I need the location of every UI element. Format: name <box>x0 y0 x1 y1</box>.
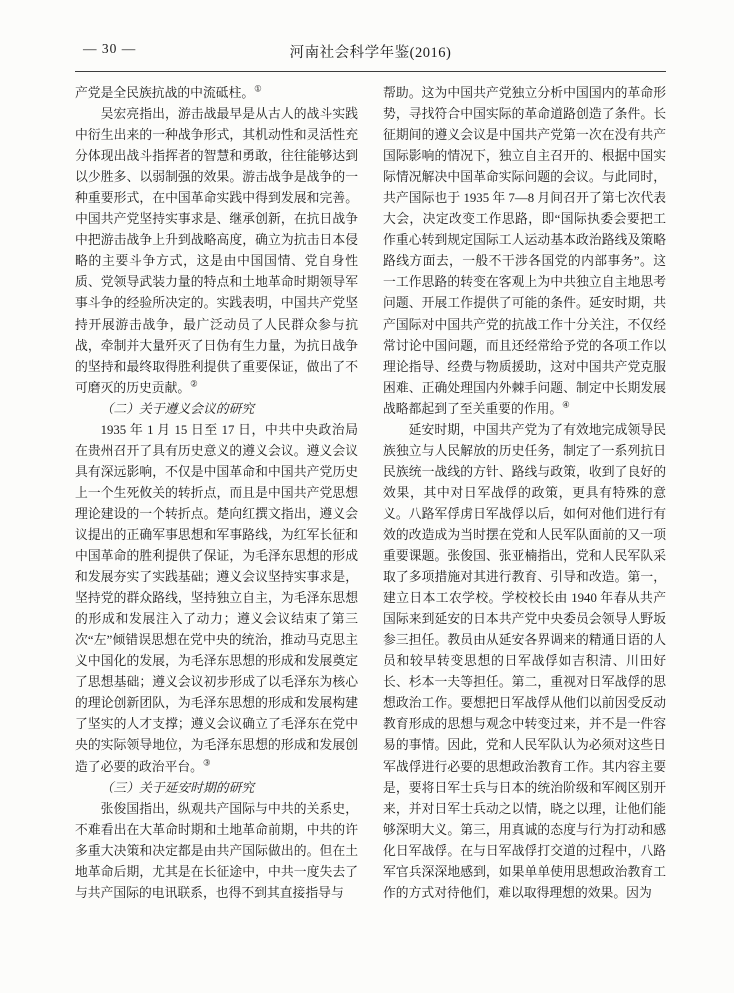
section-heading <box>75 399 358 420</box>
paragraph-text: 帮助。这为中国共产党独立分析中国国内的革命形势，寻找符合中国实际的革命道路创造了条件。长征期间的遵义会议是中国共产党第一次在没有共产国际影响的情况下，独立自主召开的、根据中国实际情况解决中国革命实际问题的会议。与此同时，共产国际也于 1935 年 7—8 月间召开了第七次代表大会，决定改变工作思路，即“国际执委会要把工作重心转到规定国际工人运动基本政治路线及策略路线方面去，一般不干涉各国党的内部事务”。这一工作思路的转变在客观上为中共独立自主地思考问题、开展工作提供了可能的条件。延安时期，共产国际对中国共产党的抗战工作十分关注，不仅经常讨论中国问题，而且还经常给予党的各项工作以理论指导、经费与物质援助，这对中国共产党克服困难、正确处理国内外棘手问题、制定中长期发展战略都起到了至关重要的作用。 <box>383 86 666 416</box>
text-body <box>75 83 666 905</box>
section-heading <box>75 778 358 799</box>
footnote-marker: ③ <box>202 757 211 768</box>
text-column-right <box>383 83 666 905</box>
page-header <box>75 41 666 63</box>
footnote-marker: ② <box>190 378 198 389</box>
heading-text: （三）关于延安时期的研究 <box>100 780 255 795</box>
paragraph <box>75 420 358 778</box>
page-number: — 30 — <box>83 41 137 56</box>
journal-title: 河南社会科学年鉴(2016) <box>289 45 452 61</box>
header-rule <box>75 71 666 72</box>
paragraph-continuation <box>383 83 666 420</box>
paragraph-text: 张俊国指出，纵观共产国际与中共的关系史，不难看出在大革命时期和土地革命前期，中共的许多重大决策和决定都是由共产国际做出的。但在土地革命后期，尤其是在长征途中，中共一度失去了与共产国际的电讯联系，也得不到其直接指导与 <box>75 801 358 900</box>
footnote-marker: ④ <box>562 399 570 410</box>
paragraph-text: 延安时期，中国共产党为了有效地完成领导民族独立与人民解放的历史任务，制定了一系列抗日民族统一战线的方针、路线与政策，收到了良好的效果，其中对日军战俘的政策，更具有特殊的意义。八路军俘虏日军战俘以后，如何对他们进行有效的改造成为当时摆在党和人民军队面前的又一项重要课题。张俊国、张亚楠指出，党和人民军队采取了多项措施对其进行教育、引导和改造。第一，建立日本工农学校。学校校长由 1940 年春从共产国际来到延安的日本共产党中央委员会领导人野坂参三担任。教员由从延安各界调来的精通日语的人员和较早转变思想的日军战俘如吉积清、川田好长、杉本一夫等担任。第二，重视对日军战俘的思想政治工作。要想把日军战俘从他们以前因受反动教育形成的思想与观念中转变过来，并不是一件容易的事情。因此，党和人民军队认为必须对这些日军战俘进行必要的思想政治教育工作。其内容主要是，要将日军士兵与日本的统治阶级和军阀区别开来，并对日军士兵动之以情，晓之以理，让他们能够深明大义。第三，用真诚的态度与行为打动和感化日军战俘。在与日军战俘打交道的过程中，八路军官兵深深地感到，如果单单使用思想政治教育工作的方式对待他们，难以取得理想的效果。因为 <box>383 422 666 900</box>
paragraph-text: 产党是全民族抗战的中流砥柱。 <box>75 86 255 100</box>
text-column-left <box>75 83 358 905</box>
paragraph <box>75 799 358 904</box>
footnote-marker: ① <box>254 83 262 94</box>
paragraph-text: 1935 年 1 月 15 日至 17 日，中共中央政治局在贵州召开了具有历史意义的遵义会议。遵义会议具有深远影响，不仅是中国革命和中国共产党历史上一个生死攸关的转折点，而且是中国共产党思想理论建设的一个转折点。楚向红撰文指出，遵义会议提出的正确军事思想和军事路线，为红军长征和中国革命的胜利提供了保证，为毛泽东思想的形成和发展夯实了实践基础；遵义会议坚持实事求是，坚持党的群众路线，坚持独立自主，为毛泽东思想的形成和发展注入了动力；遵义会议结束了第三次“左”倾错误思想在党中央的统治，推动马克思主义中国化的发展，为毛泽东思想的形成和发展奠定了思想基础；遵义会议初步形成了以毛泽东为核心的理论创新团队，为毛泽东思想的形成和发展构建了坚实的人才支撑；遵义会议确立了毛泽东在党中央的实际领导地位，为毛泽东思想的形成和发展创造了必要的政治平台。 <box>75 422 358 774</box>
paragraph-continuation <box>75 83 358 104</box>
heading-text: （二）关于遵义会议的研究 <box>100 401 255 416</box>
paragraph <box>383 420 666 904</box>
paragraph <box>75 104 358 399</box>
paragraph-text: 吴宏亮指出，游击战最早是从古人的战斗实践中衍生出来的一种战争形式，其机动性和灵活性充分体现出战斗指挥者的智慧和勇敢，往往能够达到以少胜多、以弱制强的效果。游击战争是战争的一种重要形式，在中国革命实践中得到发展和完善。中国共产党坚持实事求是、继承创新，在抗日战争中把游击战争上升到战略高度，确立为抗击日本侵略的主要斗争方式，这是由中国国情、党自身性质、党领导武装力量的特点和土地革命时期领导军事斗争的经验所决定的。实践表明，中国共产党坚持开展游击战争，最广泛动员了人民群众参与抗战，牵制并大量歼灭了日伪有生力量，为抗日战争的坚持和最终取得胜利提供了重要保证，做出了不可磨灭的历史贡献。 <box>75 107 358 395</box>
